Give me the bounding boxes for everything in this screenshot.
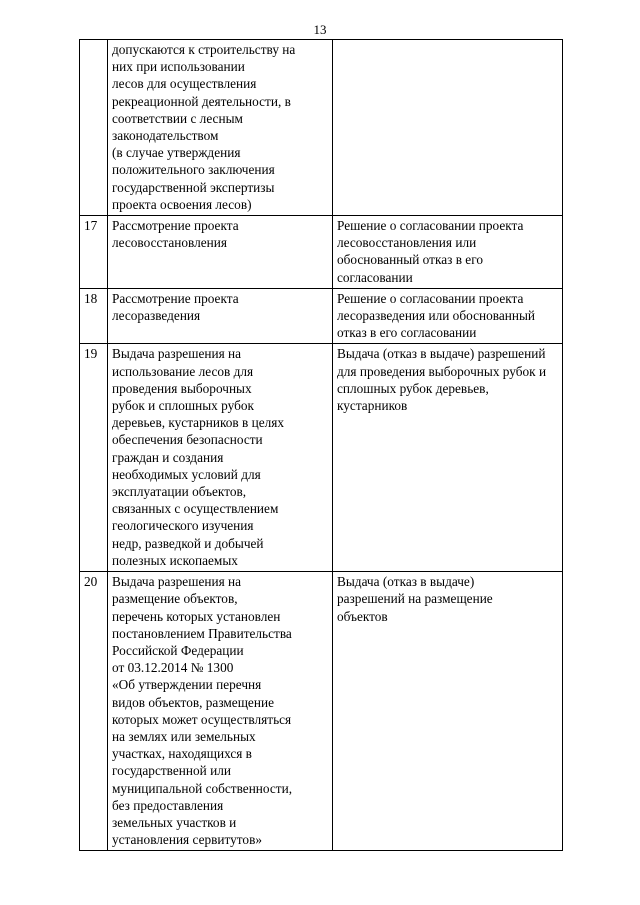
service-name: Выдача разрешения на размещение объектов, перечень которых установлен постановлением Правительства Российской Федерации от 03.12.2014 № 1300 «Об утверждении перечня видов объектов, размещение которых может осуществляться на землях или земельных участках, находящихся в государственной или муниципальной собственности, без предоставления земельных участков и установления сервитутов» [108,572,333,851]
service-name: Рассмотрение проекта лесоразведения [108,288,333,344]
table-row [80,288,563,344]
service-name: Выдача разрешения на использование лесов для проведения выборочных рубок и сплошных рубок деревьев, кустарников в целях обеспечения безопасности граждан и создания необходимых условий для эксплуатации объектов, связанных с осуществлением геологического изучения недр, разведкой и добычей полезных ископаемых [108,344,333,572]
table-row [80,216,563,289]
row-number: 18 [80,288,108,344]
service-result: Решение о согласовании проекта лесовосстановления или обоснованный отказ в его согласовании [333,216,563,289]
service-result: Решение о согласовании проекта лесоразведения или обоснованный отказ в его согласовании [333,288,563,344]
services-table [79,39,563,851]
table-row [80,344,563,572]
service-name: Рассмотрение проекта лесовосстановления [108,216,333,289]
table-row [80,572,563,851]
table-row [80,40,563,216]
row-number [80,40,108,216]
service-result: Выдача (отказ в выдаче) разрешений на размещение объектов [333,572,563,851]
page-number: 13 [313,22,327,37]
row-number: 17 [80,216,108,289]
service-name: допускаются к строительству на них при использовании лесов для осуществления рекреационной деятельности, в соответствии с лесным законодательством (в случае утверждения положительного заключения государственной экспертизы проекта освоения лесов) [108,40,333,216]
service-result: Выдача (отказ в выдаче) разрешений для проведения выборочных рубок и сплошных рубок деревьев, кустарников [333,344,563,572]
row-number: 19 [80,344,108,572]
row-number: 20 [80,572,108,851]
service-result [333,40,563,216]
